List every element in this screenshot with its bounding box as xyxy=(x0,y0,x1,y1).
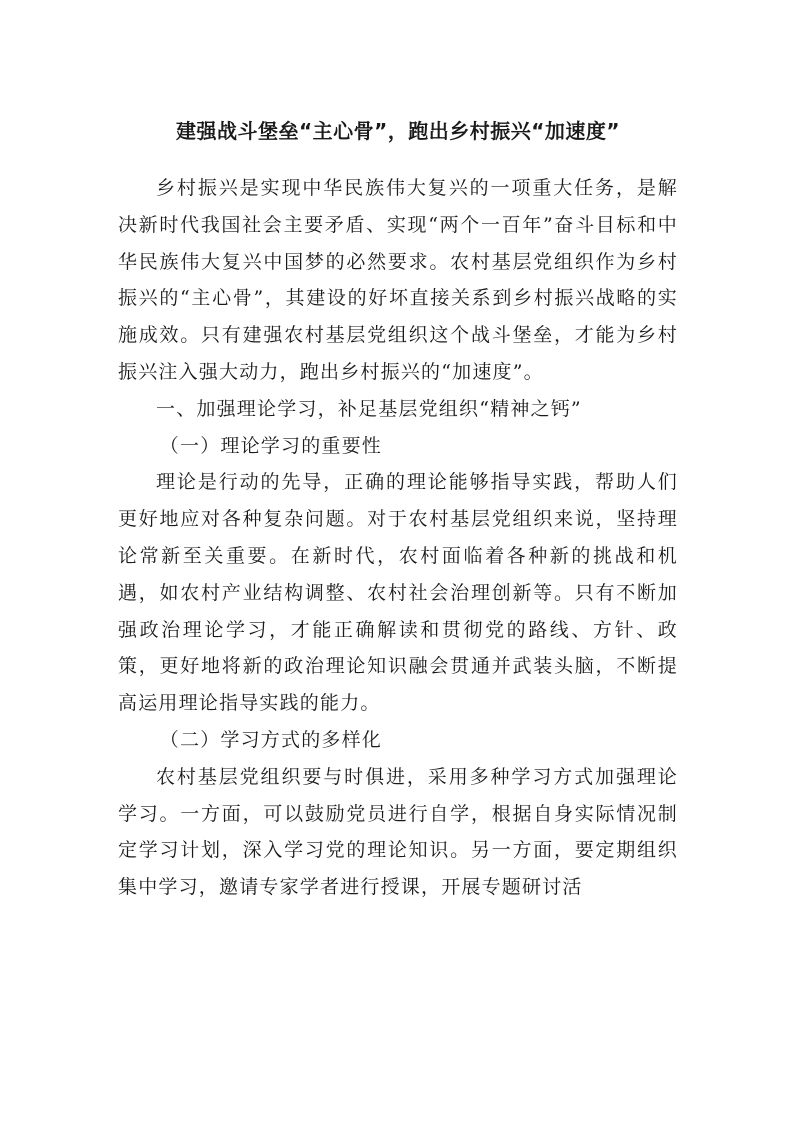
subsection-heading-1-2: （二）学习方式的多样化 xyxy=(159,728,382,751)
intro-paragraph: 乡村振兴是实现中华民族伟大复兴的一项重大任务，是解决新时代我国社会主要矛盾、实现“两个一百年”奋斗目标和中华民族伟大复兴中国梦的必然要求。农村基层党组织作为乡村振兴的“主心骨”，其建设的好坏直接关系到乡村振兴战略的实施成效。只有建强农村基层党组织这个战斗堡垒，才能为乡村振兴注入强大动力，跑出乡村振兴的“加速度”。 xyxy=(118,177,678,383)
document-body xyxy=(118,112,678,906)
subsection-heading-1-1: （一）理论学习的重要性 xyxy=(159,434,382,457)
subsection-paragraph-1-2: 农村基层党组织要与时俱进，采用多种学习方式加强理论学习。一方面，可以鼓励党员进行自学，根据自身实际情况制定学习计划，深入学习党的理论知识。另一方面，要定期组织集中学习，邀请专家学者进行授课，开展专题研讨活 xyxy=(118,765,678,899)
section-heading-1: 一、加强理论学习，补足基层党组织“精神之钙” xyxy=(156,397,582,420)
document-title: 建强战斗堡垒“主心骨”，跑出乡村振兴“加速度” xyxy=(175,119,621,143)
subsection-paragraph-1-1: 理论是行动的先导，正确的理论能够指导实践，帮助人们更好地应对各种复杂问题。对于农村基层党组织来说，坚持理论常新至关重要。在新时代，农村面临着各种新的挑战和机遇，如农村产业结构调整、农村社会治理创新等。只有不断加强政治理论学习，才能正确解读和贯彻党的路线、方针、政策，更好地将新的政治理论知识融会贯通并武装头脑，不断提高运用理论指导实践的能力。 xyxy=(118,471,678,715)
